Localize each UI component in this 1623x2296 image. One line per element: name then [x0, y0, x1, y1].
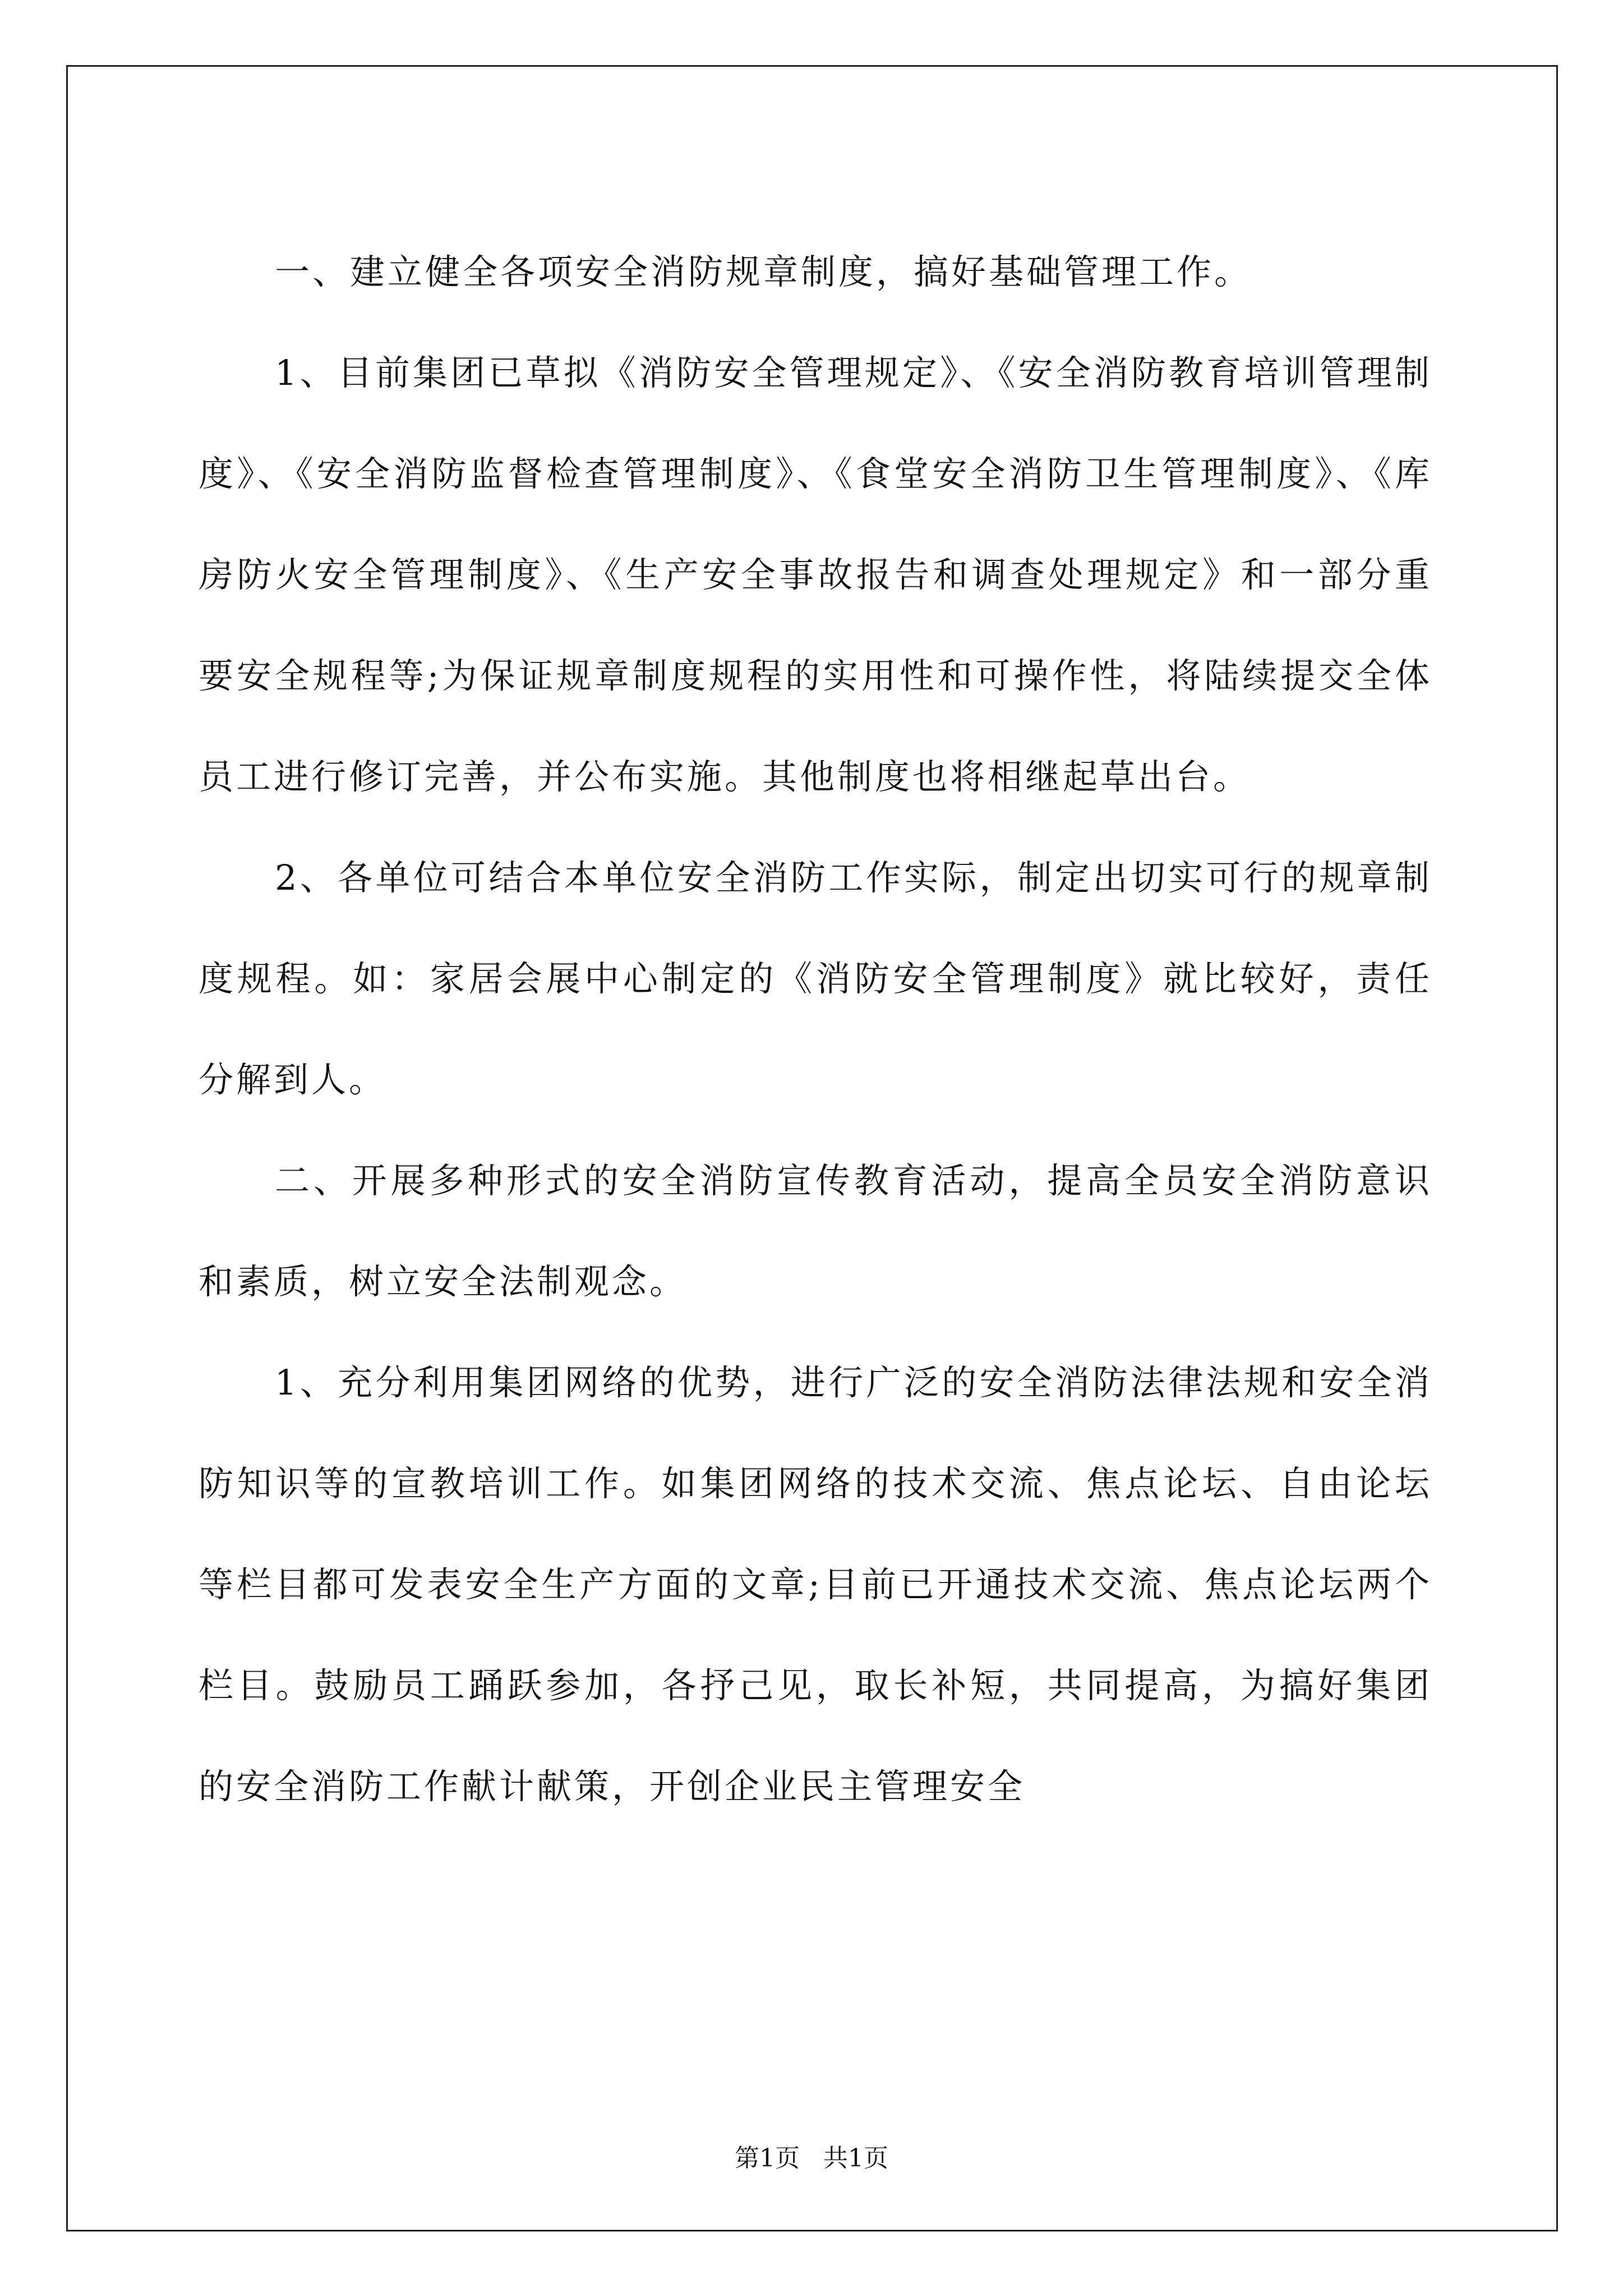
document-body: [199, 222, 1432, 1837]
paragraph-section-one-heading: 一、建立健全各项安全消防规章制度，搞好基础管理工作。: [275, 251, 1252, 292]
paragraph-network-training: 1、充分利用集团网络的优势，进行广泛的安全消防法律法规和安全消防知识等的宣教培训工作。如集团网络的技术交流、焦点论坛、自由论坛等栏目都可发表安全生产方面的文章;目前已开通技术交流、焦点论坛两个栏目。鼓励员工踊跃参加，各抒己见，取长补短，共同提高，为搞好集团的安全消防工作献计献策，开创企业民主管理安全: [199, 1362, 1432, 1807]
page-number-footer: 第1页 共1页: [735, 2144, 888, 2173]
paragraph-regulations: 1、目前集团已草拟《消防安全管理规定》、《安全消防教育培训管理制度》、《安全消防监督检查管理制度》、《食堂安全消防卫生管理制度》、《库房防火安全管理制度》、《生产安全事故报告和调查处理规定》和一部分重要安全规程等;为保证规章制度规程的实用性和可操作性，将陆续提交全体员工进行修订完善，并公布实施。其他制度也将相继起草出台。: [199, 352, 1432, 797]
paragraph-section-two-heading: 二、开展多种形式的安全消防宣传教育活动，提高全员安全消防意识和素质，树立安全法制观念。: [199, 1160, 1432, 1302]
paragraph-unit-rules: 2、各单位可结合本单位安全消防工作实际，制定出切实可行的规章制度规程。如：家居会展中心制定的《消防安全管理制度》就比较好，责任分解到人。: [199, 857, 1432, 1100]
